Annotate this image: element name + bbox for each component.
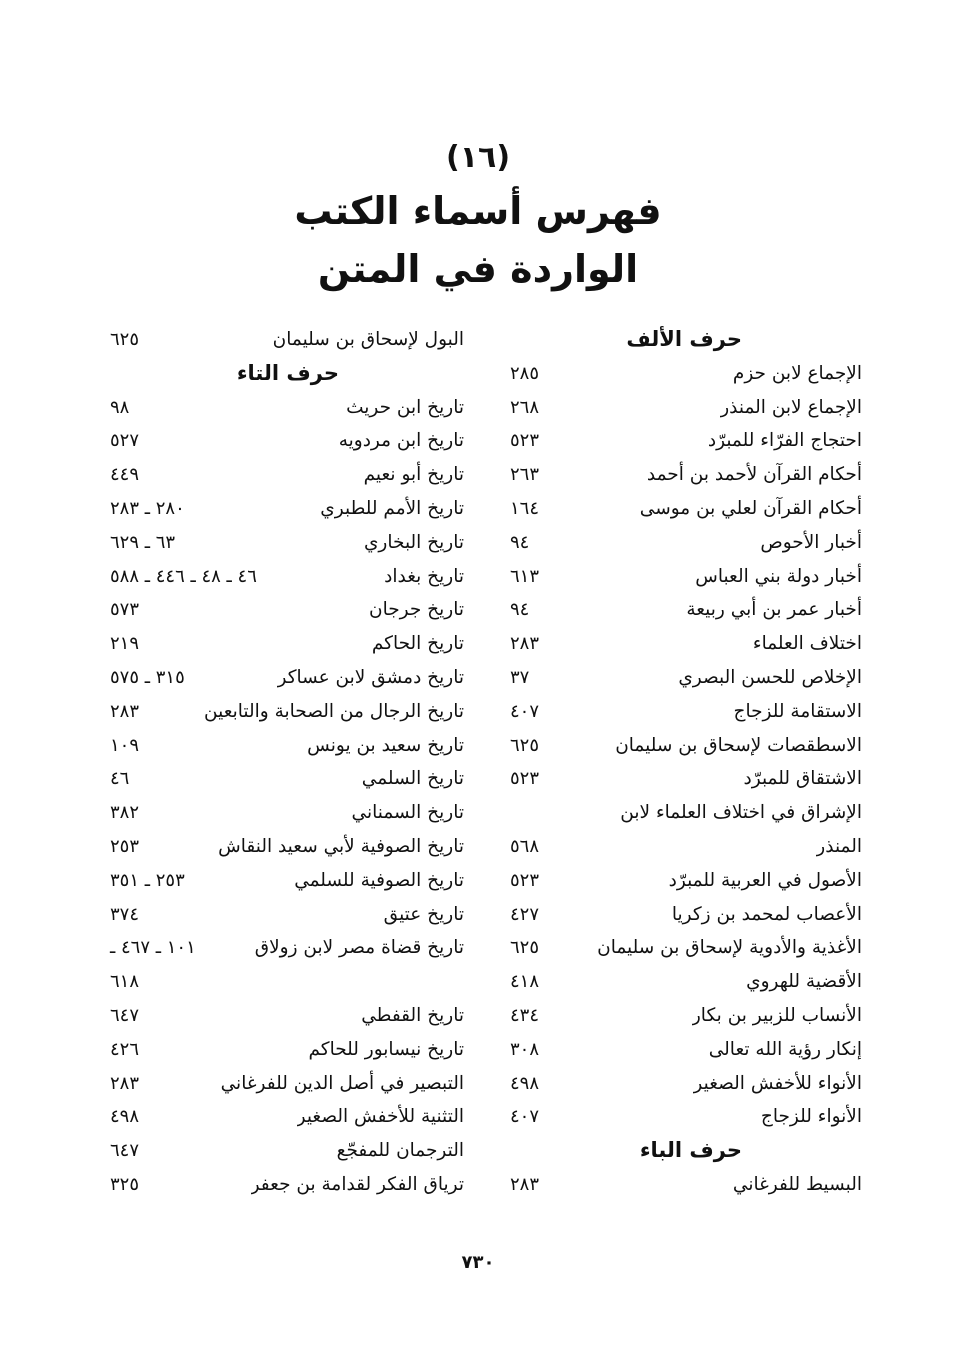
page-references: ٥٢٣	[510, 768, 540, 790]
book-title: تاريخ ابن حريث	[346, 396, 464, 418]
page-references: ١٠٩	[110, 734, 140, 756]
index-entry	[510, 1100, 862, 1134]
page-references: ٢٦٣	[510, 464, 540, 486]
index-entry	[510, 627, 862, 661]
page-references: ٤٦ ـ ٤٨ ـ ٤٤٦ ـ ٥٨٨	[110, 565, 257, 587]
page-references: ٩٤	[510, 531, 530, 553]
page-references: ٥٦٨	[510, 835, 540, 857]
book-title: تاريخ ابن مردويه	[338, 430, 464, 452]
index-entry	[110, 323, 464, 357]
index-title: فهرس أسماء الكتب	[294, 189, 662, 233]
page-references: ٩٤	[510, 599, 530, 621]
book-title: الترجمان للمفجّع	[336, 1140, 464, 1162]
page-references: ١٦٤	[510, 497, 540, 519]
index-entry	[510, 357, 862, 391]
page-references: ٤٤٩	[110, 464, 140, 486]
book-title: تاريخ جرجان	[369, 599, 464, 621]
index-entry	[110, 458, 464, 492]
index-entry	[110, 1033, 464, 1067]
page-references: ٦٣ ـ ٦٢٩	[110, 531, 176, 553]
page-references: ٦٢٥	[110, 329, 140, 350]
page-references: ٣٨٢	[110, 802, 140, 824]
section-heading: حرف التاء	[236, 360, 339, 385]
page-references: ١٠١ ـ ٤٦٧ ـ	[110, 937, 196, 959]
index-entry	[510, 864, 862, 898]
book-title: الأغذية والأدوية لإسحاق بن سليمان	[597, 937, 862, 959]
index-entry	[110, 864, 464, 898]
book-title: الإشراق في اختلاف العلماء لابن	[620, 802, 862, 824]
book-title: الأقضية للهروي	[746, 971, 862, 993]
chapter-number: (١٦)	[445, 140, 511, 175]
book-title: أحكام القرآن لأحمد بن أحمد	[646, 464, 862, 486]
page-references: ٦١٨	[110, 971, 140, 993]
index-entry	[510, 1067, 862, 1101]
index-entry	[110, 965, 464, 999]
book-title: التثنية للأخفش الصغير	[296, 1106, 464, 1128]
index-entry	[110, 492, 464, 526]
index-entry	[510, 729, 862, 763]
book-title: الاسطقصات لإسحاق بن سليمان	[615, 734, 862, 756]
index-entry	[110, 627, 464, 661]
book-title: تاريخ الصوفية للسلمي	[294, 869, 464, 891]
book-title: أحكام القرآن لعلي بن موسى	[639, 497, 862, 519]
book-title: تاريخ دمشق لابن عساكر	[277, 666, 464, 688]
book-title: تاريخ أبو نعيم	[363, 464, 464, 486]
book-title: تاريخ الأمم للطبري	[320, 497, 464, 519]
page-references: ٢١٩	[110, 633, 140, 655]
index-entry	[110, 526, 464, 560]
page-references: ٤٠٧	[510, 1106, 540, 1128]
index-entry	[110, 391, 464, 425]
page-references: ٤٦	[110, 768, 130, 790]
page-references: ٣٠٨	[510, 1038, 540, 1060]
page-references: ٢٥٣	[110, 835, 140, 857]
book-title: إنكار رؤية الله تعالى	[708, 1038, 862, 1060]
page-references: ٢٨٣	[110, 1072, 140, 1094]
index-entry	[510, 424, 862, 458]
index-entry	[110, 729, 464, 763]
book-title: تاريخ نيسابور للحاكم	[308, 1038, 464, 1060]
page-header	[0, 138, 956, 298]
page-references: ٤٩٨	[510, 1072, 540, 1094]
book-title: البسيط للفرغاني	[732, 1173, 862, 1195]
page-references: ٢٨٣	[510, 1173, 540, 1195]
index-entry	[110, 1134, 464, 1168]
book-title: ترياق الفكر لقدامة بن جعفر	[250, 1173, 464, 1195]
index-entry	[510, 830, 862, 864]
page-references: ٦٤٧	[110, 1140, 140, 1162]
index-entry	[110, 898, 464, 932]
index-entry	[510, 526, 862, 560]
index-entry	[110, 1100, 464, 1134]
page-references: ٢٨٥	[510, 362, 540, 384]
index-entry	[510, 391, 862, 425]
book-title: الإجماع لابن حزم	[732, 362, 862, 384]
page-references: ٣٧٤	[110, 903, 140, 925]
index-entry	[510, 661, 862, 695]
book-title: أخبار عمر بن أبي ربيعة	[686, 599, 862, 621]
index-entry	[110, 695, 464, 729]
page-references: ٢٦٨	[510, 396, 540, 418]
book-title: اختلاف العلماء	[752, 633, 862, 655]
book-title: البول لإسحاق بن سليمان	[272, 329, 464, 350]
index-entry	[510, 999, 862, 1033]
page-references: ٢٥٣ ـ ٣٥١	[110, 869, 185, 891]
book-title: تاريخ الصوفية لأبي سعيد النقاش	[218, 835, 464, 857]
index-entry	[110, 1067, 464, 1101]
book-title: الأصول في العربية للمبرّد	[668, 869, 862, 891]
book-title: تاريخ الحاكم	[371, 633, 464, 655]
index-entry	[510, 458, 862, 492]
index-entry	[110, 796, 464, 830]
book-title: الاستقامة للزجاج	[733, 700, 862, 722]
book-title: تاريخ عتيق	[383, 903, 464, 925]
page-references: ٤٠٧	[510, 700, 540, 722]
page-references: ٥٢٧	[110, 430, 140, 452]
book-title: المنذر	[816, 835, 862, 857]
index-entry	[110, 560, 464, 594]
book-title: الأنواء للزجاج	[760, 1106, 862, 1128]
page-references: ٤٣٤	[510, 1004, 540, 1026]
page-references: ٤١٨	[510, 971, 540, 993]
book-title: تاريخ بغداد	[384, 565, 464, 587]
book-title: الإجماع لابن المنذر	[720, 396, 862, 418]
section-heading: حرف الباء	[639, 1138, 742, 1163]
page-references: ٦١٣	[510, 565, 540, 587]
index-entry	[110, 830, 464, 864]
page-references: ٢٨٣	[510, 633, 540, 655]
page-references: ٢٨٣	[110, 700, 140, 722]
section-heading: حرف الألف	[626, 327, 742, 351]
index-entry	[110, 593, 464, 627]
book-title: تاريخ سعيد بن يونس	[307, 734, 464, 756]
page-references: ٥٧٣	[110, 599, 140, 621]
book-title: الاشتقاق للمبرّد	[743, 768, 862, 790]
index-subtitle: الواردة في المتن	[317, 247, 639, 291]
index-entry	[110, 661, 464, 695]
book-title: الأعصاب لمحمد بن زكريا	[671, 903, 862, 925]
page-references: ٥٢٣	[510, 869, 540, 891]
page-references: ٤٢٧	[510, 903, 540, 925]
book-title: الأنساب للزبير بن بكار	[691, 1004, 862, 1026]
page-references: ٦٢٥	[510, 734, 540, 756]
page-references: ٣١٥ ـ ٥٧٥	[110, 666, 185, 688]
book-title: احتجاج الفرّاء للمبرّد	[707, 430, 862, 452]
book-title: تاريخ قضاة مصر لابن زولاق	[254, 937, 464, 959]
book-title: تاريخ القفطي	[361, 1004, 464, 1026]
page-references: ٣٧	[510, 666, 530, 688]
book-title: تاريخ الرجال من الصحابة والتابعين	[204, 700, 464, 722]
index-entry	[110, 762, 464, 796]
book-title: تاريخ السمناني	[351, 802, 464, 824]
index-entry	[110, 424, 464, 458]
book-title: الإخلاص للحسن البصري	[678, 666, 862, 688]
index-entry	[110, 999, 464, 1033]
index-entry	[110, 931, 464, 965]
index-entry	[110, 1168, 464, 1202]
book-title: أخبار الأحوص	[760, 531, 862, 553]
page-number: ٧٣٠	[461, 1252, 495, 1273]
index-entry	[510, 695, 862, 729]
index-entry	[510, 1168, 862, 1202]
index-entry	[510, 898, 862, 932]
index-entry	[510, 593, 862, 627]
page-references: ٦٢٥	[510, 937, 540, 959]
index-column-left	[110, 323, 464, 1202]
index-entry	[510, 1033, 862, 1067]
book-title: أخبار دولة بني العباس	[695, 565, 862, 587]
book-title: الأنواء للأخفش الصغير	[693, 1072, 862, 1094]
index-entry	[510, 931, 862, 965]
page-references: ٣٢٥	[110, 1173, 140, 1195]
index-entry	[510, 492, 862, 526]
index-entry	[510, 560, 862, 594]
page-references: ٢٨٠ ـ ٢٨٣	[110, 497, 185, 519]
page-references: ٤٩٨	[110, 1106, 140, 1128]
index-entry	[510, 762, 862, 796]
page-references: ٦٤٧	[110, 1004, 140, 1026]
index-entry	[510, 965, 862, 999]
page-references: ٤٢٦	[110, 1038, 140, 1060]
page-references: ٥٢٣	[510, 430, 540, 452]
book-title: تاريخ السلمي	[361, 768, 464, 790]
index-column-right	[510, 323, 862, 1202]
book-title: التبصير في أصل الدين للفرغاني	[220, 1072, 464, 1094]
book-title: تاريخ البخاري	[363, 531, 464, 553]
index-entry	[510, 796, 862, 830]
page-references: ٩٨	[110, 396, 130, 418]
